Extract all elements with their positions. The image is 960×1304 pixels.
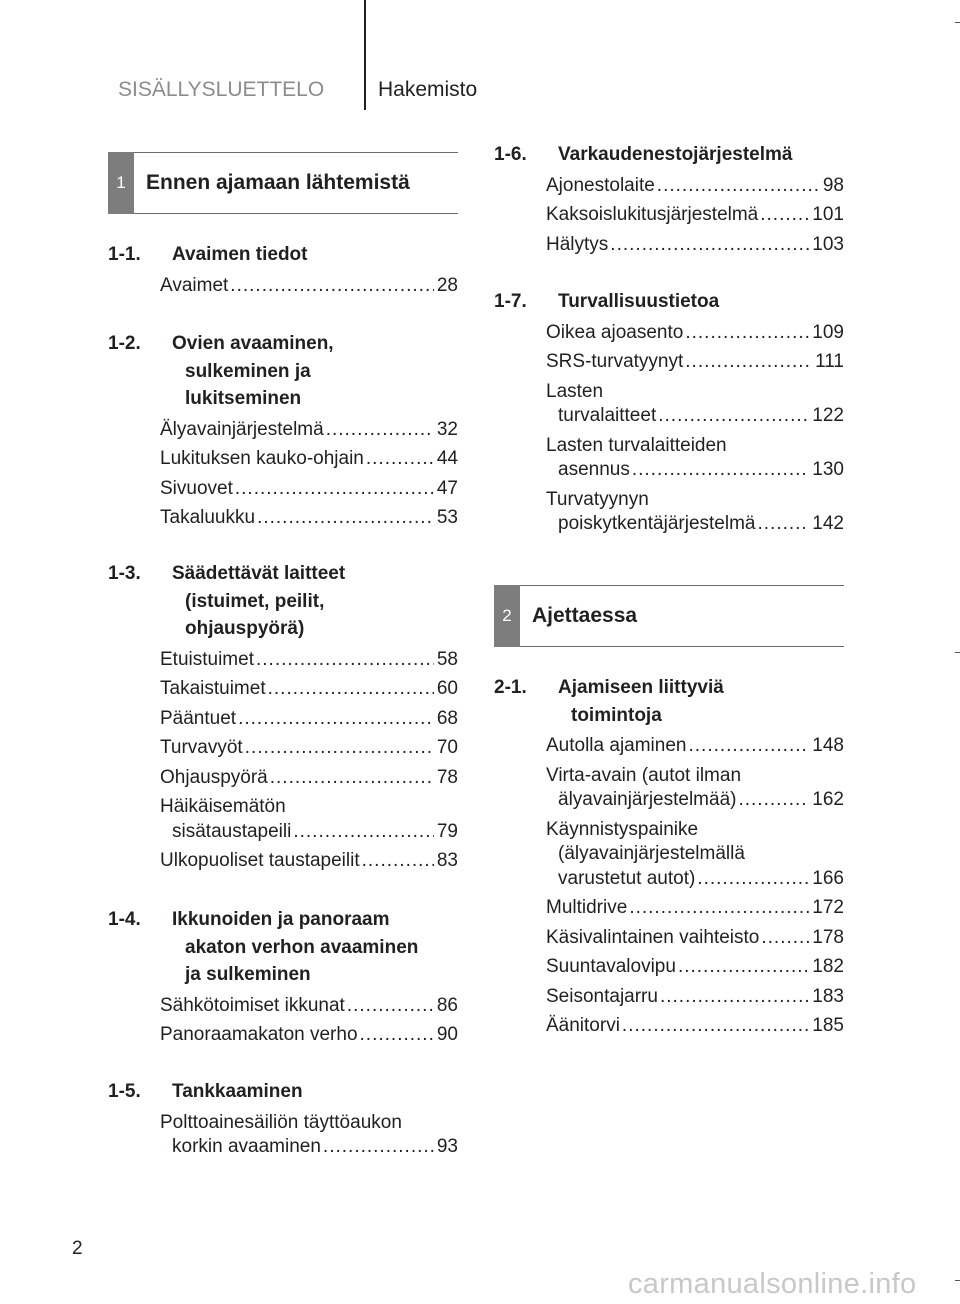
dot-leader — [610, 233, 809, 258]
dot-leader — [238, 707, 434, 732]
entry-list — [108, 1111, 458, 1160]
toc-entry[interactable] — [494, 926, 844, 951]
toc-entry[interactable] — [494, 233, 844, 258]
page-ref: 142 — [812, 513, 844, 534]
toc-entry[interactable] — [108, 274, 458, 299]
toc-entry[interactable] — [494, 380, 844, 429]
toc-entry[interactable] — [108, 1111, 458, 1160]
dot-leader — [658, 404, 809, 429]
page-ref: 78 — [436, 766, 458, 788]
group-title-line: Ajamiseen liittyviä — [558, 677, 724, 698]
dot-leader — [230, 274, 434, 299]
toc-entry[interactable] — [108, 849, 458, 874]
toc-entry[interactable] — [108, 648, 458, 673]
page-ref: 28 — [436, 274, 458, 296]
entry-title-line: Sivuovet — [160, 477, 233, 499]
dot-leader — [657, 174, 820, 199]
toc-entry[interactable] — [494, 434, 844, 483]
entry-title-line: SRS-turvatyynyt — [546, 351, 684, 372]
group-title-text — [108, 906, 458, 989]
toc-entry[interactable] — [494, 955, 844, 980]
section-title[interactable]: Ajettaessa — [532, 604, 638, 627]
group-title-text — [108, 1078, 458, 1106]
group-title-line: toimintoja — [571, 704, 662, 726]
group-title[interactable] — [108, 906, 458, 989]
entry-last-line — [160, 994, 458, 1019]
toc-entry[interactable] — [108, 477, 458, 502]
entry-last-line — [546, 788, 844, 813]
entry-title-line: Takaistuimet — [160, 678, 266, 699]
dot-leader — [697, 867, 809, 892]
toc-entry[interactable] — [108, 1023, 458, 1048]
page-ref: 182 — [812, 956, 844, 977]
section-header — [108, 152, 458, 214]
toc-entry[interactable] — [494, 985, 844, 1010]
entry-title-line: Turvatyynyn — [546, 488, 649, 510]
page-ref: 109 — [812, 321, 844, 343]
dot-leader — [362, 849, 434, 874]
page-ref: 178 — [812, 926, 844, 948]
entry-title-line: Äänitorvi — [546, 1015, 620, 1036]
group-title-text — [108, 241, 458, 269]
group-number: 1-5. — [108, 1081, 141, 1102]
entry-title-line: Lasten — [546, 380, 604, 402]
group-number: 1-1. — [108, 244, 141, 265]
group-title-text — [108, 330, 458, 413]
top-navigation — [0, 78, 960, 108]
entry-title-line: Hälytys — [546, 233, 609, 255]
dot-leader — [293, 820, 434, 845]
entry-title-line: Oikea ajoasento — [546, 321, 684, 343]
group-title-line: ja sulkeminen — [185, 964, 311, 985]
group-title-text — [494, 288, 844, 316]
toc-entry[interactable] — [108, 766, 458, 791]
dot-leader — [685, 350, 812, 375]
entry-last-line — [546, 233, 844, 258]
dot-leader — [685, 321, 809, 346]
page-ref: 148 — [812, 735, 844, 756]
page-ref: 79 — [436, 820, 458, 842]
entry-title-line: asennus — [558, 459, 630, 480]
group-title-line: (istuimet, peilit, — [185, 590, 325, 612]
toc-entry[interactable] — [494, 764, 844, 813]
group-number: 1-2. — [108, 333, 141, 354]
entry-title-line: Suuntavalovipu — [546, 956, 676, 977]
dot-leader — [632, 458, 809, 483]
toc-entry[interactable] — [494, 896, 844, 921]
entry-last-line — [160, 707, 458, 732]
dot-leader — [257, 506, 434, 531]
page-ref: 166 — [812, 867, 844, 889]
toc-group — [108, 330, 458, 536]
group-title-line: lukitseminen — [185, 388, 302, 409]
entry-title-line: Ohjauspyörä — [160, 766, 268, 788]
page-ref: 111 — [815, 351, 844, 372]
dot-leader — [738, 788, 809, 813]
entry-last-line — [546, 404, 844, 429]
dot-leader — [323, 1135, 434, 1160]
page-ref: 93 — [436, 1136, 458, 1157]
entry-last-line — [160, 447, 458, 472]
entry-title-line: Kaksoislukitusjärjestelmä — [546, 204, 759, 225]
page-ref: 90 — [436, 1024, 458, 1045]
toc-group — [108, 560, 458, 879]
crop-mark — [955, 22, 960, 23]
group-title-text — [494, 674, 844, 729]
entry-last-line — [160, 1023, 458, 1048]
dot-leader — [660, 985, 809, 1010]
page-ref: 32 — [436, 418, 458, 440]
toc-group — [108, 1078, 458, 1165]
entry-title-line: älyavainjärjestelmää) — [558, 789, 737, 810]
group-title-line: Tankkaaminen — [172, 1081, 303, 1102]
dot-leader — [678, 955, 809, 980]
dot-leader — [366, 447, 434, 472]
page-ref: 130 — [812, 459, 844, 480]
entry-last-line — [160, 506, 458, 531]
dot-leader — [347, 994, 434, 1019]
entry-title-line: Takaluukku — [160, 507, 256, 528]
dot-leader — [235, 477, 434, 502]
dot-leader — [757, 512, 809, 537]
toc-entry[interactable] — [108, 418, 458, 443]
entry-last-line — [546, 174, 844, 199]
group-title-text — [494, 141, 844, 169]
dot-leader — [268, 677, 434, 702]
dot-leader — [326, 418, 434, 443]
group-title[interactable] — [108, 560, 458, 643]
toc-entry[interactable] — [494, 174, 844, 199]
toc-entry[interactable] — [108, 447, 458, 472]
entry-last-line — [546, 867, 844, 892]
entry-title-line: korkin avaaminen — [172, 1136, 321, 1157]
toc-group — [494, 141, 844, 262]
crop-mark — [955, 652, 960, 653]
group-title[interactable] — [108, 1078, 458, 1106]
page-ref: 185 — [812, 1015, 844, 1036]
entry-title-line: Pääntuet — [160, 707, 237, 729]
entry-list — [494, 321, 844, 537]
group-title-line: Ovien avaaminen, — [172, 333, 334, 354]
toc-entry[interactable] — [108, 994, 458, 1019]
entry-last-line — [546, 321, 844, 346]
entry-last-line — [546, 955, 844, 980]
entry-title-line: Ajonestolaite — [546, 174, 655, 196]
group-title-line: Varkaudenestojärjestelmä — [558, 144, 793, 165]
entry-last-line — [546, 203, 844, 228]
toc-group — [494, 674, 844, 1044]
entry-last-line — [160, 677, 458, 702]
nav-toc-link[interactable]: SISÄLLYSLUETTELO — [118, 78, 325, 101]
entry-last-line — [160, 418, 458, 443]
nav-index-link[interactable]: Hakemisto — [378, 78, 478, 101]
toc-entry[interactable] — [108, 506, 458, 531]
entry-title-line: Käynnistyspainike — [546, 818, 699, 840]
group-number: 1-6. — [494, 144, 527, 165]
group-title-text — [108, 560, 458, 643]
entry-last-line — [546, 512, 844, 537]
entry-title-line: Älyavainjärjestelmä — [160, 418, 324, 440]
entry-title-line: Sähkötoimiset ikkunat — [160, 994, 345, 1016]
toc-group — [108, 906, 458, 1053]
group-title[interactable] — [494, 141, 844, 169]
page-ref: 44 — [436, 448, 458, 469]
entry-title-line: turvalaitteet — [558, 405, 657, 426]
watermark: carmanualsonline.info — [628, 1268, 917, 1300]
entry-title-line: Lasten turvalaitteiden — [546, 434, 727, 456]
page-ref: 86 — [436, 994, 458, 1016]
entry-title-line: Etuistuimet — [160, 648, 254, 670]
entry-title-line: varustetut autot) — [558, 867, 696, 889]
toc-group — [494, 288, 844, 542]
entry-list — [108, 418, 458, 531]
section-number-tab[interactable]: 1 — [108, 152, 134, 214]
group-title-line: ohjauspyörä) — [185, 618, 305, 639]
group-title[interactable] — [108, 330, 458, 413]
group-number: 2-1. — [494, 677, 527, 698]
toc-entry[interactable] — [108, 736, 458, 761]
entry-title-line: Käsivalintainen vaihteisto — [546, 926, 760, 948]
entry-title-line: Lukituksen kauko-ohjain — [160, 448, 364, 469]
toc-entry[interactable] — [494, 350, 844, 375]
entry-title-line: Turvavyöt — [160, 737, 243, 758]
entry-title-line: Polttoainesäiliön täyttöaukon — [160, 1111, 402, 1133]
page-ref: 53 — [436, 507, 458, 528]
entry-last-line — [546, 896, 844, 921]
entry-last-line — [546, 458, 844, 483]
group-number: 1-3. — [108, 563, 141, 584]
entry-last-line — [160, 477, 458, 502]
toc-entry[interactable] — [108, 707, 458, 732]
section-number-tab[interactable]: 2 — [494, 585, 520, 647]
toc-entry[interactable] — [494, 818, 844, 892]
page-ref: 103 — [812, 233, 844, 255]
toc-entry[interactable] — [494, 734, 844, 759]
page-ref: 83 — [436, 850, 458, 871]
dot-leader — [270, 766, 434, 791]
entry-last-line — [546, 926, 844, 951]
dot-leader — [761, 926, 809, 951]
group-number: 1-7. — [494, 291, 527, 312]
section-header — [494, 585, 844, 647]
dot-leader — [256, 648, 434, 673]
page-ref: 68 — [436, 707, 458, 729]
toc-entry[interactable] — [494, 488, 844, 537]
page-ref: 58 — [436, 648, 458, 670]
toc-entry[interactable] — [494, 203, 844, 228]
entry-list — [108, 994, 458, 1048]
page-ref: 98 — [822, 174, 844, 196]
entry-title-line: (älyavainjärjestelmällä — [558, 843, 745, 864]
group-title[interactable] — [108, 241, 458, 269]
page-ref: 162 — [812, 789, 844, 810]
entry-title-line: Multidrive — [546, 897, 628, 918]
group-title-line: akaton verhon avaaminen — [185, 936, 419, 958]
group-title-line: Säädettävät laitteet — [172, 563, 346, 584]
dot-leader — [629, 896, 809, 921]
page-number: 2 — [72, 1238, 83, 1259]
toc-group — [108, 241, 458, 303]
group-title-line: Ikkunoiden ja panoraam — [172, 909, 390, 930]
dot-leader — [360, 1023, 434, 1048]
group-title-line: Turvallisuustietoa — [558, 291, 720, 312]
entry-last-line — [546, 985, 844, 1010]
group-title-line: sulkeminen ja — [185, 360, 311, 382]
entry-list — [108, 648, 458, 874]
dot-leader — [760, 203, 809, 228]
entry-title-line: Häikäisemätön — [160, 796, 286, 817]
group-number: 1-4. — [108, 909, 141, 930]
group-title[interactable] — [494, 674, 844, 729]
page-ref: 101 — [812, 204, 844, 225]
page-ref: 183 — [812, 985, 844, 1007]
page-ref: 47 — [436, 477, 458, 499]
entry-last-line — [160, 736, 458, 761]
entry-list — [494, 734, 844, 1039]
entry-last-line — [160, 766, 458, 791]
toc-entry[interactable] — [494, 1014, 844, 1039]
entry-title-line: Avaimet — [160, 274, 229, 296]
entry-title-line: Ulkopuoliset taustapeilit — [160, 850, 360, 871]
entry-last-line — [546, 350, 844, 375]
dot-leader — [622, 1014, 809, 1039]
page-ref: 60 — [436, 678, 458, 699]
toc-entry[interactable] — [108, 677, 458, 702]
group-title-line: Avaimen tiedot — [172, 244, 308, 265]
section-title[interactable]: Ennen ajamaan lähtemistä — [146, 171, 410, 194]
entry-title-line: Autolla ajaminen — [546, 735, 687, 756]
toc-entry[interactable] — [108, 795, 458, 844]
entry-title-line: poiskytkentäjärjestelmä — [558, 513, 756, 534]
page-ref: 172 — [812, 897, 844, 918]
entry-last-line — [546, 1014, 844, 1039]
entry-title-line: Virta-avain (autot ilman — [546, 764, 742, 786]
entry-title-line: Panoraamakaton verho — [160, 1024, 358, 1045]
toc-entry[interactable] — [494, 321, 844, 346]
entry-last-line — [160, 1135, 458, 1160]
entry-last-line — [160, 274, 458, 299]
dot-leader — [688, 734, 809, 759]
entry-list — [494, 174, 844, 258]
page-ref: 122 — [812, 405, 844, 426]
entry-last-line — [160, 820, 458, 845]
entry-title-line: Seisontajarru — [546, 985, 658, 1007]
entry-last-line — [546, 734, 844, 759]
entry-last-line — [160, 849, 458, 874]
entry-list — [108, 274, 458, 299]
nav-divider — [364, 0, 366, 110]
entry-last-line — [160, 648, 458, 673]
dot-leader — [245, 736, 434, 761]
group-title[interactable] — [494, 288, 844, 316]
crop-mark — [955, 1280, 960, 1281]
page-ref: 70 — [436, 737, 458, 758]
entry-title-line: sisätaustapeili — [172, 820, 292, 842]
